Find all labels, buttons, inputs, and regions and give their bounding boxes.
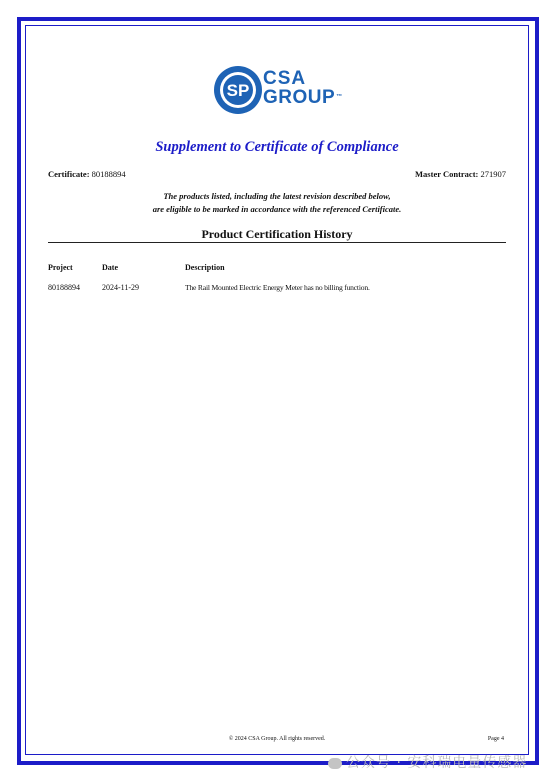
- logo-line2-text: GROUP: [263, 87, 336, 108]
- document-title: Supplement to Certificate of Compliance: [155, 139, 399, 155]
- table-cell-description: The Rail Mounted Electric Energy Meter has no billing function.: [185, 283, 370, 292]
- certificate-number: [48, 169, 126, 179]
- master-contract-value: 271907: [480, 169, 506, 179]
- eligibility-line2: are eligible to be marked in accordance with the referenced Certificate.: [152, 204, 402, 214]
- master-contract: [415, 169, 506, 179]
- table-cell-project: 80188894: [48, 283, 80, 292]
- page-number: Page 4: [487, 736, 504, 742]
- trademark-symbol: ™: [336, 94, 343, 100]
- eligibility-line1: The products listed, including the latest revision described below,: [163, 191, 391, 201]
- copyright-notice: © 2024 CSA Group. All rights reserved.: [228, 736, 326, 742]
- logo-mark: SP: [226, 81, 250, 100]
- column-header-description: Description: [185, 263, 225, 272]
- watermark-text: 公众号 · 安科瑞电量传感器: [346, 755, 528, 771]
- page-border-inner: [25, 25, 529, 755]
- title-divider: [48, 242, 506, 243]
- certificate-label: Certificate:: [48, 169, 90, 179]
- master-contract-label: Master Contract:: [415, 169, 479, 179]
- watermark: [328, 752, 527, 772]
- logo-wordmark: [263, 69, 343, 107]
- logo-line2: [263, 88, 343, 107]
- eligibility-statement: [0, 190, 554, 216]
- column-header-project: Project: [48, 263, 73, 272]
- certificate-value: 80188894: [91, 169, 126, 179]
- wechat-icon: [328, 758, 342, 769]
- history-title: Product Certification History: [201, 227, 353, 241]
- column-header-date: Date: [102, 263, 118, 272]
- table-cell-date: 2024-11-29: [102, 283, 140, 292]
- logo-line1: CSA: [263, 68, 307, 89]
